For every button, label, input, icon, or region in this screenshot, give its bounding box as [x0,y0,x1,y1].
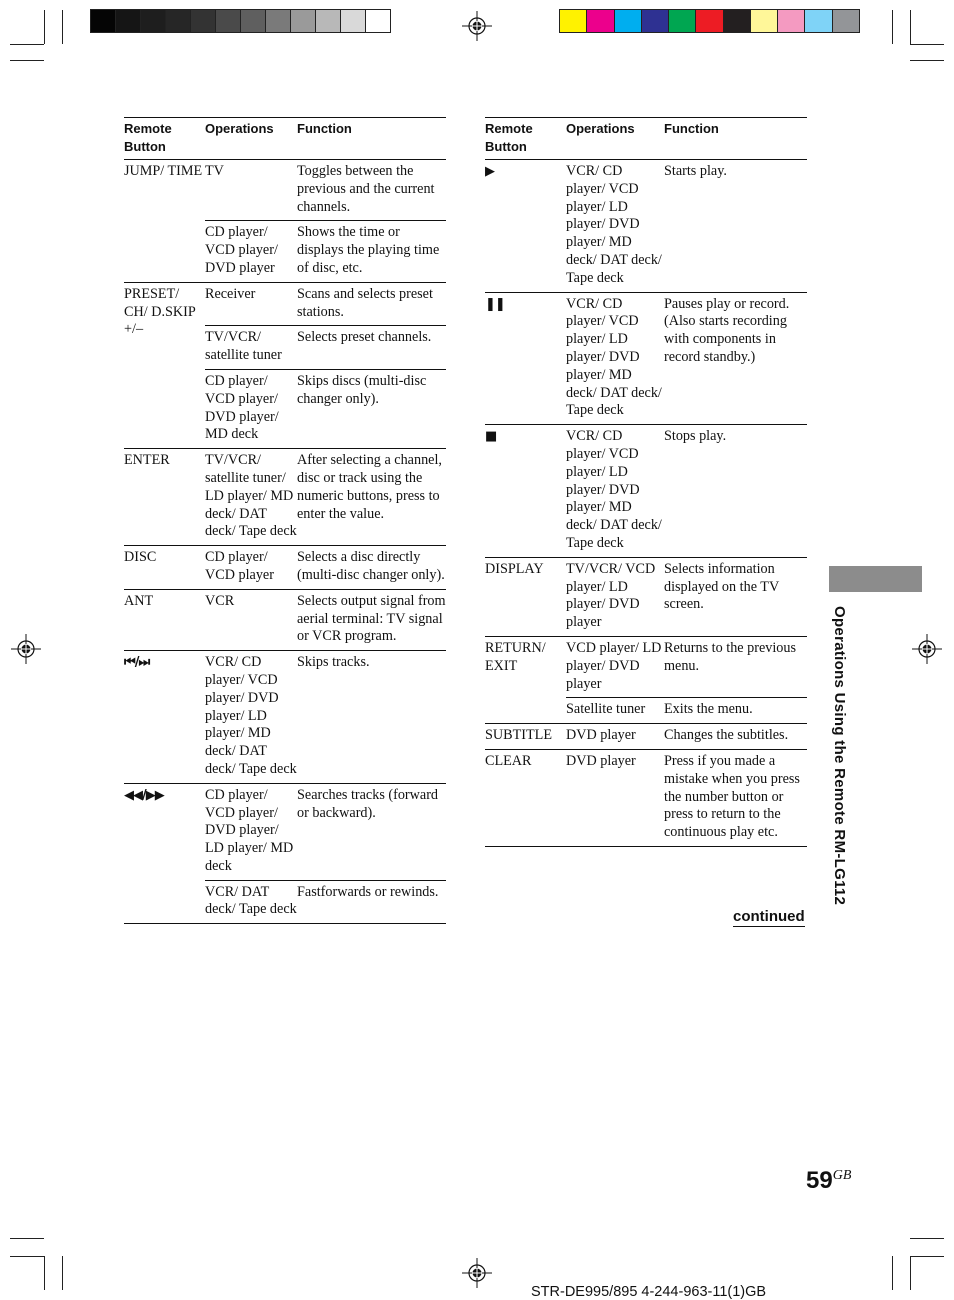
operations-cell: CD player/ VCD player/ DVD player [205,224,278,276]
calibration-swatch [291,10,316,32]
page-number-value: 59 [806,1167,833,1194]
table-row [485,724,807,750]
calibration-swatch [216,10,241,32]
function-cell: Selects output signal from aerial terminal: TV signal or VCR program. [297,592,446,645]
function-cell: Selects a disc directly (multi-disc changer only). [297,549,445,583]
calibration-swatch [166,10,191,32]
function-cell: Selects preset channels. [297,329,432,346]
header-function: Function [297,118,446,160]
calibration-swatch [191,10,216,32]
calibration-swatch [751,10,778,32]
table-row [124,160,446,221]
operations-cell: Receiver [205,285,256,302]
operations-cell: CD player/ VCD player/ DVD player/ MD deck [205,372,279,443]
header-remote-button: Remote Button [485,118,566,160]
remote-button-label: DISC [124,549,157,566]
model-number: STR-DE995/895 4-244-963-11(1)GB [531,1284,767,1300]
function-cell: Fastforwards or rewinds. [297,883,439,900]
table-row [485,636,807,697]
calibration-swatch [141,10,166,32]
function-cell: Pauses play or record. (Also starts recording with components in record standby.) [664,295,790,365]
operations-cell: VCR/ CD player/ VCD player/ LD player/ DVD player/ MD deck/ DAT deck/ Tape deck [566,295,662,419]
operations-cell: CD player/ VCD player [205,549,274,583]
calibration-swatch [696,10,723,32]
function-cell: Scans and selects preset stations. [297,285,433,320]
function-cell: Stops play. [664,428,727,445]
operations-cell: VCR [205,592,235,609]
operations-cell: DVD player [566,752,636,769]
table-row [124,282,446,326]
function-cell: Skips discs (multi-disc changer only). [297,372,427,407]
remote-button-label: CLEAR [485,752,532,769]
function-cell: Selects information displayed on the TV screen. [664,560,779,613]
operations-cell: VCR/ CD player/ VCD player/ DVD player/ LD player/ MD deck/ DAT deck/ Tape deck [205,654,297,777]
registration-mark-icon [912,634,942,664]
operations-cell: Satellite tuner [566,701,646,718]
calibration-swatch [316,10,341,32]
table-row [124,589,446,650]
pause-icon: ❚❚ [485,296,505,312]
calibration-swatch [615,10,642,32]
calibration-swatch [778,10,805,32]
calibration-swatch [560,10,587,32]
skip-tracks-icon: ⏮/⏭ [124,655,150,671]
table-row [485,557,807,636]
calibration-swatch [669,10,696,32]
operations-cell: VCR/ CD player/ VCD player/ LD player/ DVD player/ MD deck/ DAT deck/ Tape deck [566,163,662,286]
remote-button-label: JUMP/ TIME [124,163,203,179]
function-cell: After selecting a channel, disc or track using the numeric buttons, press to enter the value. [297,452,442,522]
remote-button-label: RETURN/ EXIT [485,639,546,674]
remote-button-label: PRESET/ CH/ D.SKIP +/– [124,285,196,338]
play-icon: ▶ [485,164,494,179]
left-operations-table [124,117,446,924]
remote-button-label: DISPLAY [485,560,544,577]
calibration-swatch [116,10,141,32]
registration-mark-icon [11,634,41,664]
calibration-swatch [587,10,614,32]
stop-icon: ■ [485,429,497,445]
registration-mark-icon [462,11,492,41]
section-title: Operations Using the Remote RM-LG112 [831,606,848,906]
table-row [124,783,446,880]
function-cell: Exits the menu. [664,701,753,718]
remote-button-label: ENTER [124,452,170,469]
operations-cell: VCD player/ LD player/ DVD player [566,639,662,692]
function-cell: Returns to the previous menu. [664,639,797,674]
function-cell: Press if you made a mistake when you press the number button or press to return to the continuous play etc. [664,752,800,841]
remote-button-label: ANT [124,592,154,609]
operations-cell: TV/VCR/ VCD player/ LD player/ DVD player [566,560,656,631]
continued-label: continued [733,908,805,925]
operations-cell: TV [205,163,224,179]
operations-cell: DVD player [566,727,636,744]
header-operations: Operations [566,118,664,160]
function-cell: Shows the time or displays the playing time of disc, etc. [297,224,440,276]
function-cell: Skips tracks. [297,654,370,671]
rewind-fastforward-icon: ◀◀/▶▶ [124,787,164,803]
operations-cell: CD player/ VCD player/ DVD player/ LD player/ MD deck [205,786,294,874]
operations-cell: TV/VCR/ satellite tuner/ LD player/ MD deck/ DAT deck/ Tape deck [205,452,297,540]
table-row [485,160,807,293]
function-cell: Searches tracks (forward or backward). [297,786,439,821]
operations-cell: TV/VCR/ satellite tuner [205,329,282,364]
calibration-swatch [642,10,669,32]
table-row [124,449,446,546]
calibration-swatch [91,10,116,32]
table-row [124,546,446,590]
section-tab [829,566,922,592]
function-cell: Changes the subtitles. [664,727,789,744]
calibration-swatch [805,10,832,32]
table-row [485,292,807,425]
remote-button-label: SUBTITLE [485,727,552,744]
calibration-swatch [724,10,751,32]
calibration-swatch [341,10,366,32]
page-number [806,1167,851,1195]
calibration-swatch [241,10,266,32]
gray-calibration-bar [90,9,391,33]
right-operations-table [485,117,807,847]
operations-cell: VCR/ DAT deck/ Tape deck [205,883,297,918]
calibration-swatch [366,10,390,32]
function-cell: Toggles between the previous and the current channels. [297,163,435,215]
header-remote-button: Remote Button [124,118,205,160]
page-number-suffix: GB [832,1168,852,1183]
header-operations: Operations [205,118,297,160]
operations-cell: VCR/ CD player/ VCD player/ LD player/ DVD player/ MD deck/ DAT deck/ Tape deck [566,428,662,551]
table-row [124,651,446,784]
registration-mark-icon [462,1258,492,1288]
color-calibration-bar [559,9,860,33]
table-row [485,425,807,558]
table-row [485,749,807,846]
header-function: Function [664,118,807,160]
function-cell: Starts play. [664,163,727,179]
calibration-swatch [266,10,291,32]
calibration-swatch [833,10,859,32]
